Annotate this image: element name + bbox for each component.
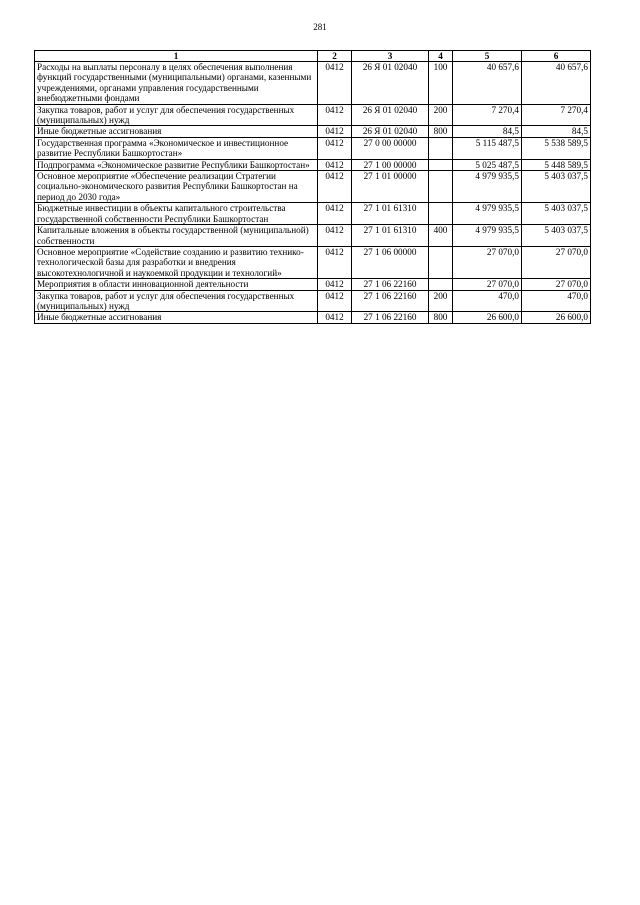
row-section: 0412 [318, 246, 352, 278]
header-row [35, 51, 591, 62]
row-value-5: 5 115 487,5 [453, 137, 522, 159]
row-name: Закупка товаров, работ и услуг для обеспечения государственных (муниципальных) нужд [35, 104, 318, 126]
row-type [429, 171, 453, 203]
row-value-6: 7 270,4 [522, 104, 591, 126]
row-type [429, 279, 453, 290]
table-row [35, 290, 591, 312]
row-code: 27 1 06 00000 [352, 246, 429, 278]
page-number: 281 [313, 22, 327, 32]
row-type: 400 [429, 225, 453, 247]
row-code: 27 1 06 22160 [352, 312, 429, 323]
row-code: 27 1 01 61310 [352, 225, 429, 247]
row-code: 26 Я 01 02040 [352, 62, 429, 105]
row-code: 27 1 01 61310 [352, 203, 429, 225]
table-row [35, 62, 591, 105]
row-section: 0412 [318, 137, 352, 159]
row-value-5: 5 025 487,5 [453, 159, 522, 170]
row-value-6: 5 403 037,5 [522, 225, 591, 247]
row-section: 0412 [318, 203, 352, 225]
row-name: Расходы на выплаты персоналу в целях обеспечения выполнения функций государственными (муниципальными) органами, казенными учреждениями, органами управления государственными внебюджетными фондами [35, 62, 318, 105]
row-type: 800 [429, 126, 453, 137]
row-type: 100 [429, 62, 453, 105]
row-section: 0412 [318, 62, 352, 105]
row-name: Капитальные вложения в объекты государственной (муниципальной) собственности [35, 225, 318, 247]
row-name: Бюджетные инвестиции в объекты капитального строительства государственной собственности Республики Башкортостан [35, 203, 318, 225]
row-section: 0412 [318, 279, 352, 290]
table-row [35, 246, 591, 278]
row-name: Государственная программа «Экономическое и инвестиционное развитие Республики Башкортостан» [35, 137, 318, 159]
row-value-5: 4 979 935,5 [453, 171, 522, 203]
row-value-5: 27 070,0 [453, 279, 522, 290]
row-section: 0412 [318, 171, 352, 203]
row-code: 26 Я 01 02040 [352, 104, 429, 126]
header-cell-value-5: 5 [453, 51, 522, 62]
row-name: Мероприятия в области инновационной деятельности [35, 279, 318, 290]
header-cell-type: 4 [429, 51, 453, 62]
row-value-6: 84,5 [522, 126, 591, 137]
row-type [429, 159, 453, 170]
row-code: 27 0 00 00000 [352, 137, 429, 159]
row-code: 26 Я 01 02040 [352, 126, 429, 137]
header-cell-code: 3 [352, 51, 429, 62]
row-section: 0412 [318, 312, 352, 323]
row-value-5: 4 979 935,5 [453, 203, 522, 225]
table-row [35, 137, 591, 159]
row-value-5: 84,5 [453, 126, 522, 137]
row-value-5: 7 270,4 [453, 104, 522, 126]
row-name: Основное мероприятие «Обеспечение реализации Стратегии социально-экономического развития Республики Башкортостан на период до 2030 года» [35, 171, 318, 203]
row-type: 200 [429, 290, 453, 312]
row-value-5: 4 979 935,5 [453, 225, 522, 247]
row-value-5: 26 600,0 [453, 312, 522, 323]
table-row [35, 104, 591, 126]
table-row [35, 279, 591, 290]
row-value-6: 27 070,0 [522, 279, 591, 290]
row-name: Иные бюджетные ассигнования [35, 312, 318, 323]
row-type [429, 203, 453, 225]
header-cell-value-6: 6 [522, 51, 591, 62]
table-row [35, 312, 591, 323]
row-name: Закупка товаров, работ и услуг для обеспечения государственных (муниципальных) нужд [35, 290, 318, 312]
row-value-6: 40 657,6 [522, 62, 591, 105]
table-row [35, 203, 591, 225]
row-value-5: 470,0 [453, 290, 522, 312]
row-section: 0412 [318, 225, 352, 247]
row-name: Подпрограмма «Экономическое развитие Республики Башкортостан» [35, 159, 318, 170]
header-cell-section: 2 [318, 51, 352, 62]
row-value-6: 5 448 589,5 [522, 159, 591, 170]
row-value-6: 27 070,0 [522, 246, 591, 278]
budget-table [34, 50, 591, 324]
row-section: 0412 [318, 126, 352, 137]
row-section: 0412 [318, 290, 352, 312]
row-value-5: 40 657,6 [453, 62, 522, 105]
row-section: 0412 [318, 159, 352, 170]
row-value-5: 27 070,0 [453, 246, 522, 278]
row-value-6: 5 538 589,5 [522, 137, 591, 159]
table-row [35, 126, 591, 137]
row-code: 27 1 06 22160 [352, 279, 429, 290]
table-row [35, 171, 591, 203]
row-value-6: 5 403 037,5 [522, 203, 591, 225]
row-name: Основное мероприятие «Содействие созданию и развитию технико-технологической базы для разработки и внедрения высокотехнологичной и наукоемкой продукции и технологий» [35, 246, 318, 278]
row-type [429, 246, 453, 278]
row-code: 27 1 01 00000 [352, 171, 429, 203]
row-name: Иные бюджетные ассигнования [35, 126, 318, 137]
table-row [35, 159, 591, 170]
row-type: 800 [429, 312, 453, 323]
row-value-6: 470,0 [522, 290, 591, 312]
row-value-6: 5 403 037,5 [522, 171, 591, 203]
row-code: 27 1 00 00000 [352, 159, 429, 170]
row-value-6: 26 600,0 [522, 312, 591, 323]
table-row [35, 225, 591, 247]
header-cell-name: 1 [35, 51, 318, 62]
row-section: 0412 [318, 104, 352, 126]
row-type: 200 [429, 104, 453, 126]
row-type [429, 137, 453, 159]
row-code: 27 1 06 22160 [352, 290, 429, 312]
